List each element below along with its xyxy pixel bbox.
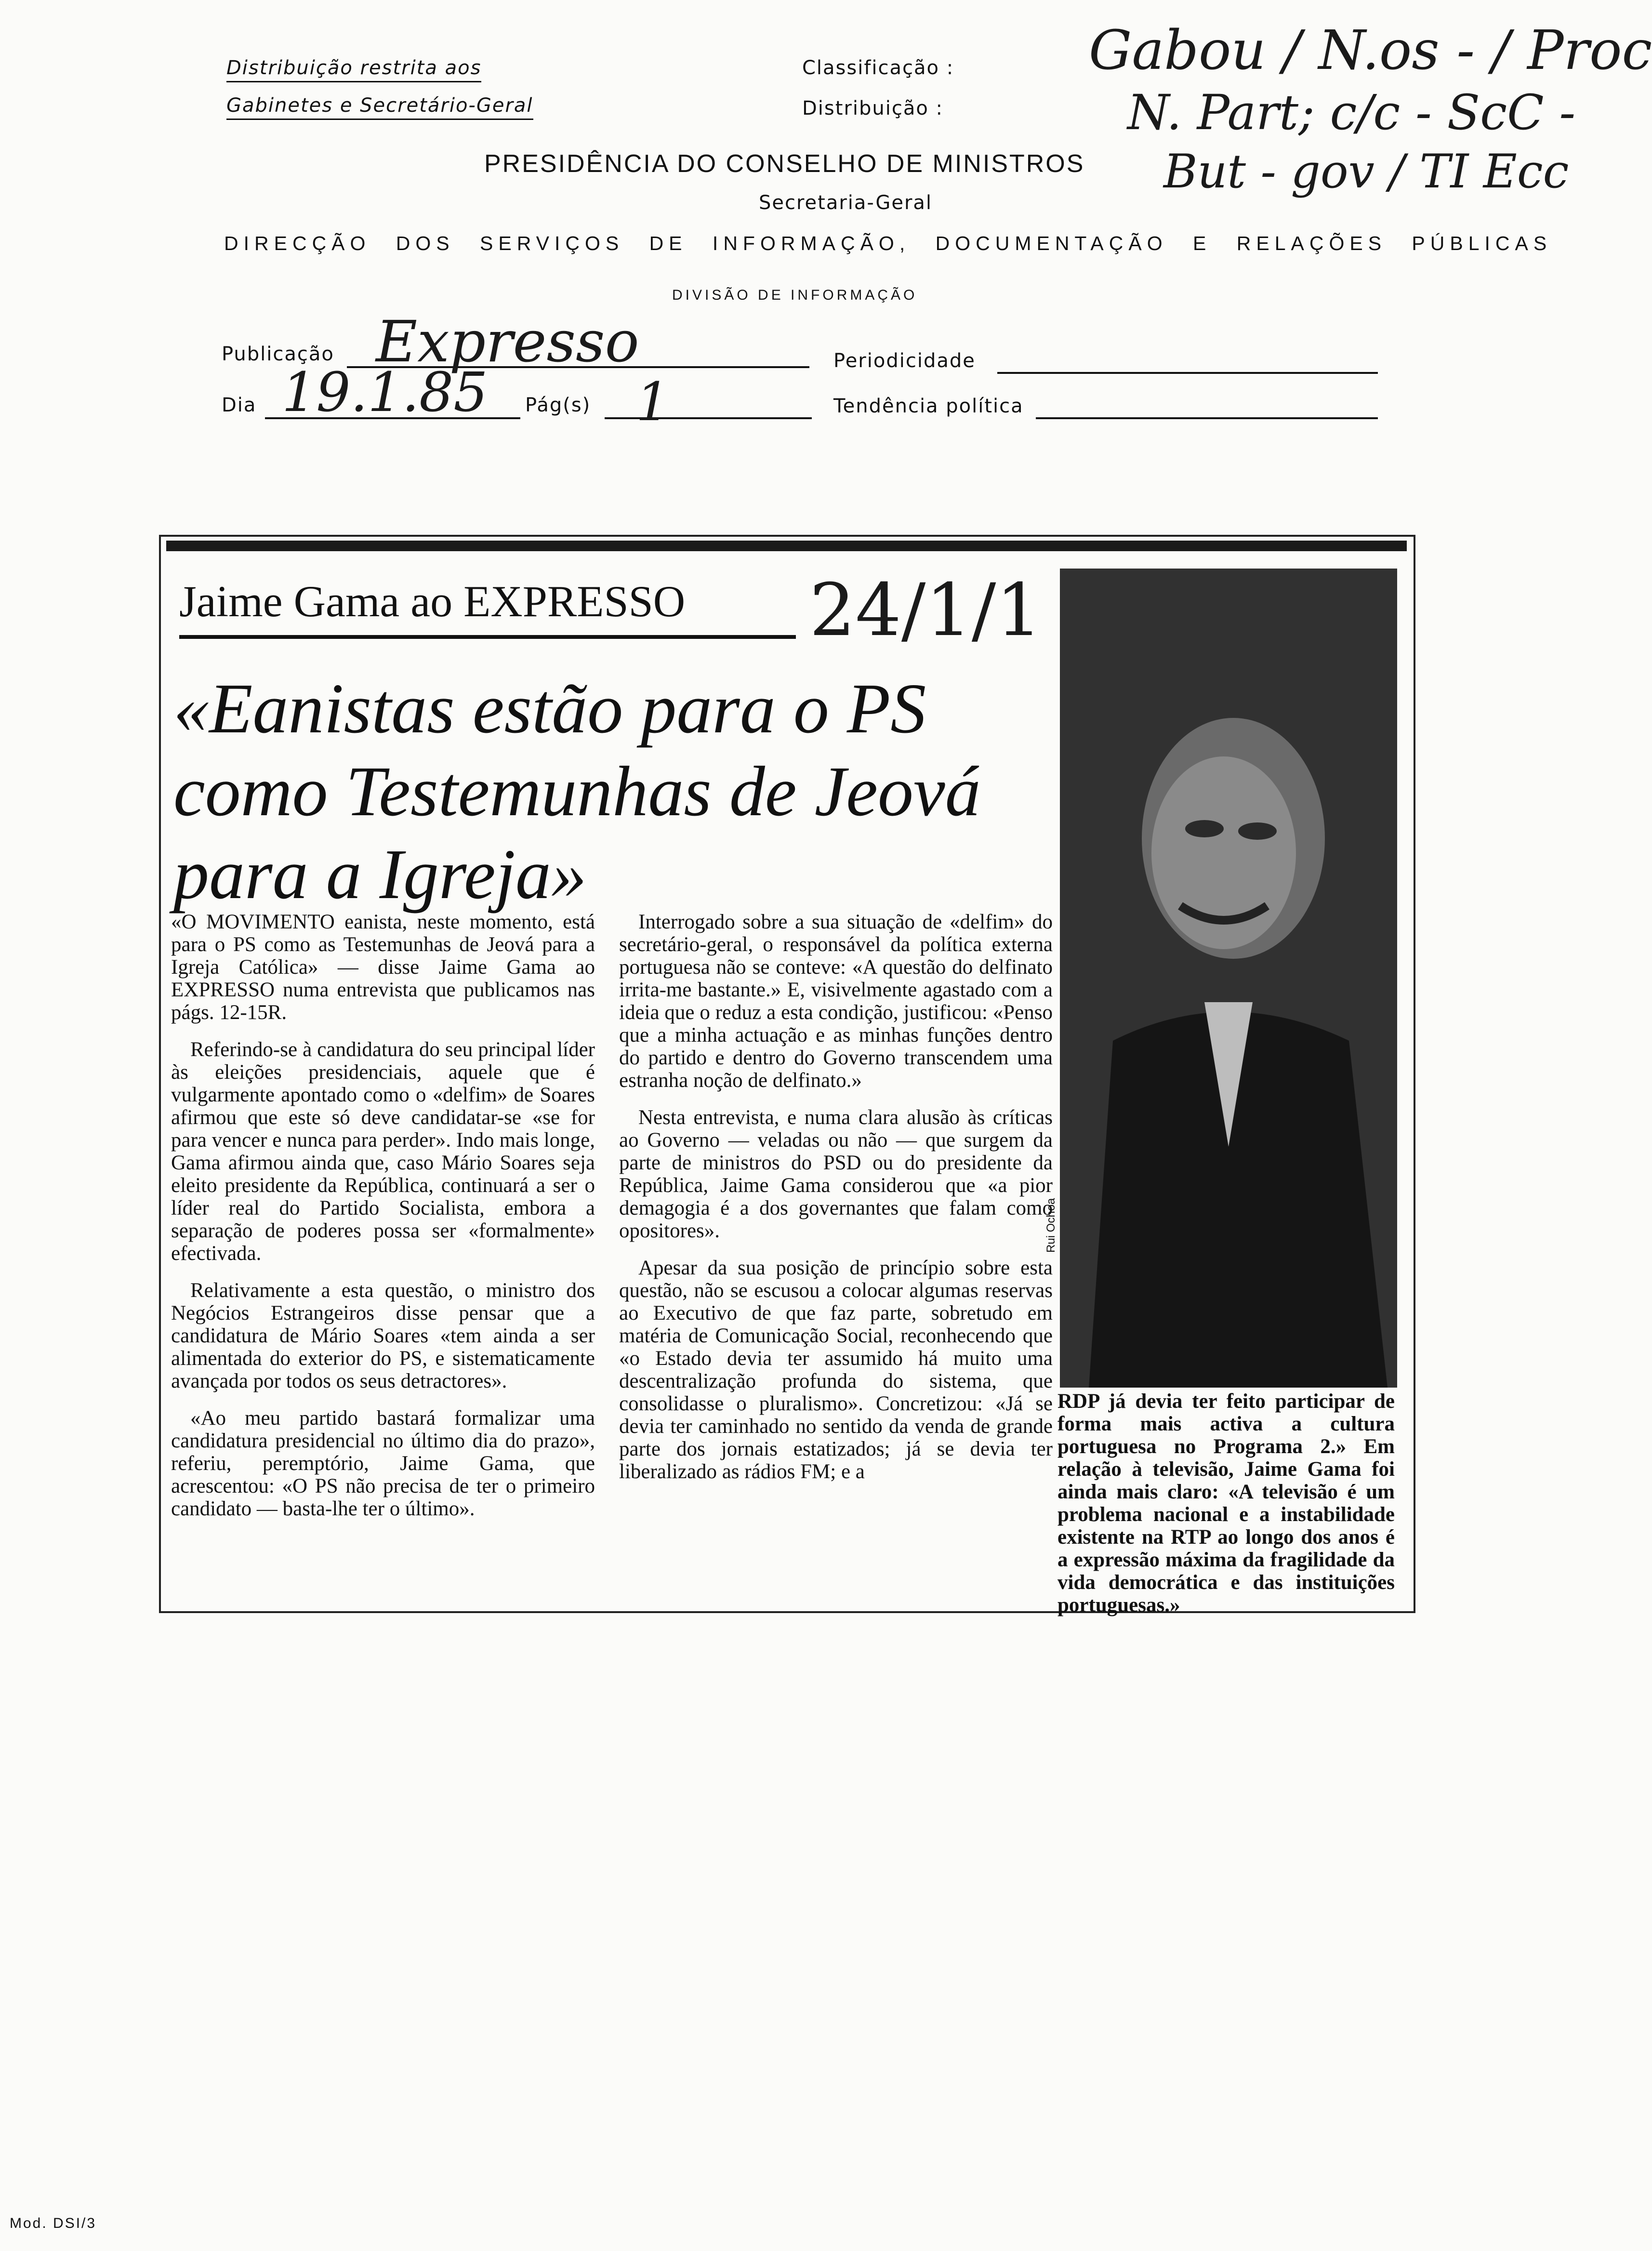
col2-paragraph: Interrogado sobre a sua situação de «delfim» do secretário-geral, o responsável da política externa portuguesa não se conteve: «A questão do delfinato irrita-me bastante.» E, visivelmente agastado com a ideia que o reduz a esta condição, justificou: «Penso que a minha actuação e as minhas funções dentro do partido e dentro do Governo transcendem uma estranha noção de delfinato.» [619,911,1053,1092]
col1-paragraph: «Ao meu partido bastará formalizar uma candidatura presidencial no último dia do prazo», referiu, peremptório, Jaime Gama, que acrescentou: «O PS não precisa de ter o primeiro candidato — basta-lhe ter o último». [171,1407,595,1520]
publicacao-value: Expresso [376,308,639,375]
divisao-title: DIVISÃO DE INFORMAÇÃO [672,287,918,303]
article-column-3 [1057,1390,1395,1631]
handwritten-note-3: But - gov / TI Ecc [1163,145,1569,199]
dia-label: Dia [222,394,257,416]
handwritten-note-2: N. Part; c/c - ScC - [1127,84,1576,141]
dia-value: 19.1.85 [282,361,488,424]
secretaria-geral: Secretaria-Geral [759,192,933,214]
article-headline [173,667,981,916]
restricted-line-2: Gabinetes e Secretário-Geral [226,94,533,120]
photo-credit: Rui Ochoa [1044,1198,1057,1253]
col2-paragraph: Apesar da sua posição de princípio sobre esta questão, não se escusou a colocar algumas reservas ao Executivo de que faz parte, sobretudo em matéria de Comunicação Social, reconhecendo que «o Estado devia ter assumido há muito uma descentralização profunda do sistema, que consolidasse o pluralismo». Concretizou: «Já se devia ter caminhado no sentido da venda de grande parte dos jornais estatizados; já se devia ter liberalizado as rádios FM; e a [619,1257,1053,1483]
article-kicker: Jaime Gama ao EXPRESSO [179,577,686,626]
handwritten-date-note: 24/1/1 [809,569,1042,652]
headline-line-1: «Eanistas estão para o PS [173,669,926,748]
col1-paragraph: Referindo-se à candidatura do seu principal líder às eleições presidenciais, aquele que é vulgarmente apontado como o «delfim» de Soares afirmou que este só deve candidatar-se «se for para vencer e nunca para perder». Indo mais longe, Gama afirmou ainda que, caso Mário Soares seja eleito presidente da República, continuará a ser o líder real do Partido Socialista, embora a separação de poderes possa ser «formalmente» efectivada. [171,1038,595,1265]
kicker-rule [179,635,796,639]
col1-paragraph: Relativamente a esta questão, o ministro dos Negócios Estrangeiros disse pensar que a candidatura de Mário Soares «tem ainda a ser alimentada do exterior do PS, e sistematicamente avançada por todos os seus detractores». [171,1279,595,1392]
form-code: Mod. DSI/3 [10,2215,97,2231]
pags-value: 1 [636,371,670,433]
publicacao-label: Publicação [222,343,334,365]
periodicidade-label: Periodicidade [833,350,976,372]
handwritten-note-1: Gabou / N.os - / Proc [1089,19,1652,82]
distribuicao-label: Distribuição : [802,97,944,119]
pags-label: Pág(s) [525,394,591,416]
restricted-line-1: Distribuição restrita aos [226,57,481,82]
col3-paragraph: RDP já devia ter feito participar de forma mais activa a cultura portuguesa no Programa 2.» Em relação à televisão, Jaime Gama foi ainda mais claro: «A televisão é um problema nacional e a instabilidade existente na RTP ao longo dos anos é a expressão máxima da fragilidade da vida democrática e das instituições portuguesas.» [1057,1390,1395,1616]
headline-line-2: como Testemunhas de Jeová [173,752,981,831]
classificacao-label: Classificação : [802,57,954,79]
article-column-2 [619,911,1053,1497]
headline-line-3: para a Igreja» [173,835,587,914]
direccao-title: DIRECÇÃO DOS SERVIÇOS DE INFORMAÇÃO, DOCUMENTAÇÃO E RELAÇÕES PÚBLICAS [224,232,1552,254]
org-title: PRESIDÊNCIA DO CONSELHO DE MINISTROS [484,150,1085,178]
tendencia-label: Tendência política [833,395,1024,417]
article-column-1 [171,911,595,1535]
portrait-svg [1060,569,1397,1388]
col1-paragraph: «O MOVIMENTO eanista, neste momento, está para o PS como as Testemunhas de Jeová para a Igreja Católica» — disse Jaime Gama ao EXPRESSO numa entrevista que publicamos nas págs. 12-15R. [171,911,595,1024]
col2-paragraph: Nesta entrevista, e numa clara alusão às críticas ao Governo — veladas ou não — que surgem da parte de ministros do PSD ou do presidente da República, Jaime Gama considerou que «a pior demagogia é a dos governantes que falam como opositores». [619,1106,1053,1242]
portrait-photo [1060,569,1397,1388]
clipping-top-rule [166,541,1407,551]
